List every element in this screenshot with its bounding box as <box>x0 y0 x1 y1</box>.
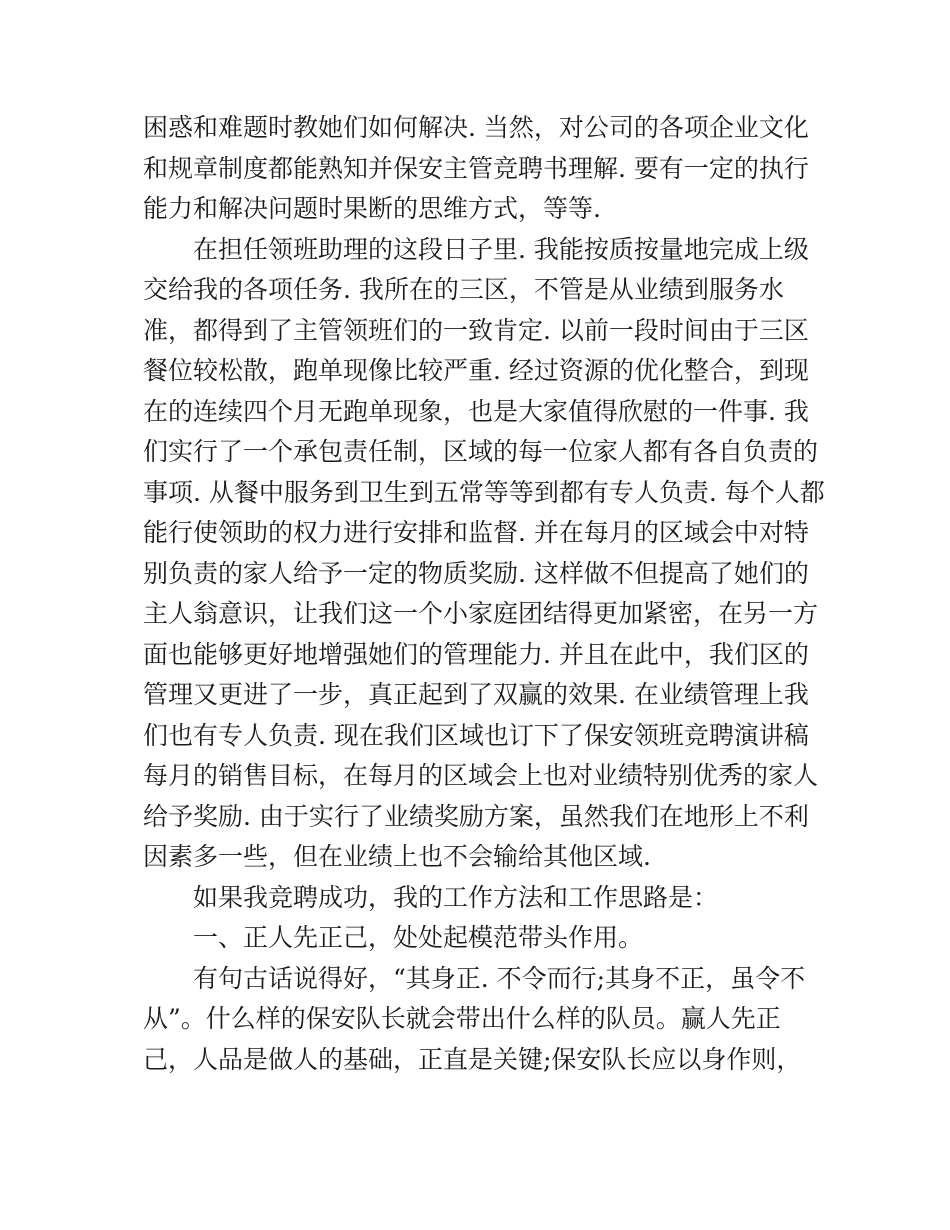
paragraph-start-line: 有句古话说得好，“其身正. 不令而行;其身不正，虽令不 <box>193 963 806 993</box>
text-line: 面也能够更好地增强她们的管理能力. 并且在此中，我们区的 <box>143 639 809 669</box>
text-line: 管理又更进了一步，真正起到了双赢的效果. 在业绩管理上我 <box>143 680 809 709</box>
text-line: 每月的销售目标，在每月的区域会上也对业绩特别优秀的家人 <box>143 761 819 790</box>
text-line: 能力和解决问题时果断的思维方式，等等. <box>143 194 601 223</box>
text-line: 在的连续四个月无跑单现象，也是大家值得欣慰的一件事. 我 <box>143 396 809 426</box>
paragraph-start-line: 如果我竞聘成功，我的工作方法和工作思路是： <box>193 882 719 912</box>
body-text <box>143 108 823 1080</box>
paragraph-start-line: 在担任领班助理的这段日子里. 我能按质按量地完成上级 <box>193 234 809 264</box>
text-line: 主人翁意识，让我们这一个小家庭团结得更加紧密，在另一方 <box>143 599 819 628</box>
text-line: 能行使领助的权力进行安排和监督. 并在每月的区域会中对特 <box>143 518 809 547</box>
section-heading: 一、正人先正己，处处起模范带头作用。 <box>193 923 644 952</box>
text-line: 别负责的家人给予一定的物质奖励. 这样做不但提高了她们的 <box>143 558 809 588</box>
text-line: 和规章制度都能熟知并保安主管竞聘书理解. 要有一定的执行 <box>143 153 809 183</box>
text-line: 准，都得到了主管领班们的一致肯定. 以前一段时间由于三区 <box>143 315 809 345</box>
text-line: 因素多一些，但在业绩上也不会输给其他区域. <box>143 842 651 871</box>
text-line: 己，人品是做人的基础，正直是关键;保安队长应以身作则， <box>143 1044 802 1074</box>
text-line: 事项. 从餐中服务到卫生到五常等等到都有专人负责. 每个人都 <box>143 477 825 507</box>
text-line: 们实行了一个承包责任制，区域的每一位家人都有各自负责的 <box>143 437 819 466</box>
text-line: 们也有专人负责. 现在我们区域也订下了保安领班竞聘演讲稿 <box>143 720 809 750</box>
text-line: 从”。什么样的保安队长就会带出什么样的队员。赢人先正 <box>143 1004 781 1033</box>
text-line: 交给我的各项任务. 我所在的三区，不管是从业绩到服务水 <box>143 275 784 304</box>
text-line: 困惑和难题时教她们如何解决. 当然，对公司的各项企业文化 <box>143 113 809 142</box>
text-line: 给予奖励. 由于实行了业绩奖励方案，虽然我们在地形上不利 <box>143 801 809 831</box>
text-line: 餐位较松散，跑单现像比较严重. 经过资源的优化整合，到现 <box>143 356 809 385</box>
